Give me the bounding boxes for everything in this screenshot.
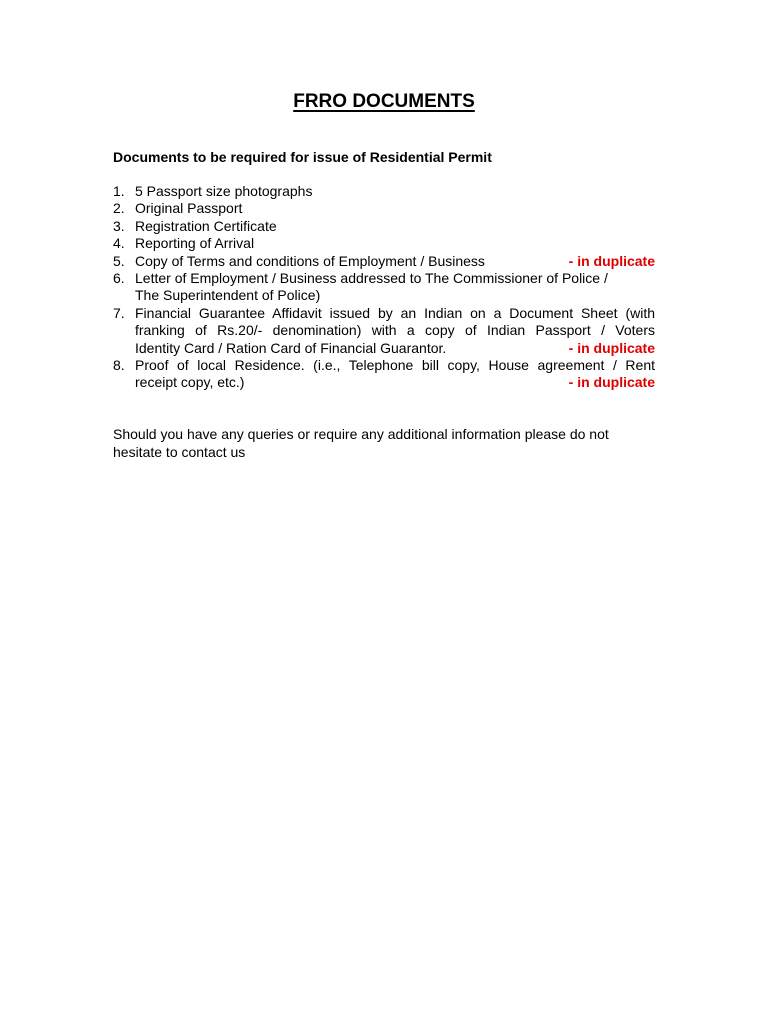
list-item (113, 235, 655, 252)
item-number: 7. (113, 304, 125, 321)
duplicate-note: - in duplicate (568, 339, 655, 356)
item-text: Original Passport (135, 200, 243, 217)
item-text: 5 Passport size photographs (135, 183, 313, 199)
item-line (135, 253, 655, 270)
duplicate-note: - in duplicate (568, 374, 655, 391)
list-item (113, 357, 655, 392)
item-line (135, 374, 655, 391)
item-text: receipt copy, etc.) (135, 374, 245, 391)
list-item (113, 270, 655, 305)
item-text: Financial Guarantee Affidavit issued by an Indian on a Document Sheet (with (135, 304, 655, 321)
item-text: Proof of local Residence. (i.e., Telephone bill copy, House agreement / Rent (135, 357, 655, 374)
item-text: Registration Certificate (135, 217, 277, 234)
list-item (113, 253, 655, 270)
list-item (113, 218, 655, 235)
item-text: Copy of Terms and conditions of Employment / Business (135, 252, 485, 269)
item-number: 3. (113, 217, 125, 234)
list-item (113, 305, 655, 357)
requirements-list (113, 183, 655, 392)
item-number: 1. (113, 183, 125, 199)
item-text: Identity Card / Ration Card of Financial Guarantor. (135, 339, 447, 356)
item-number: 6. (113, 270, 125, 287)
item-number: 8. (113, 357, 125, 374)
item-line (135, 340, 655, 357)
item-number: 5. (113, 252, 125, 269)
section-heading: Documents to be required for issue of Residential Permit (113, 149, 492, 165)
item-text: The Superintendent of Police) (135, 287, 321, 304)
list-item (113, 200, 655, 217)
document-title: FRRO DOCUMENTS (293, 91, 475, 112)
item-text: Reporting of Arrival (135, 235, 255, 252)
list-item (113, 183, 655, 200)
duplicate-note: - in duplicate (568, 252, 655, 269)
item-text: franking of Rs.20/- denomination) with a copy of Indian Passport / Voters (135, 322, 655, 339)
item-number: 4. (113, 235, 125, 252)
item-text: Letter of Employment / Business addressed to The Commissioner of Police / (135, 270, 608, 287)
closing-paragraph: Should you have any queries or require any additional information please do not hesitate to contact us (113, 426, 609, 460)
item-number: 2. (113, 200, 125, 217)
